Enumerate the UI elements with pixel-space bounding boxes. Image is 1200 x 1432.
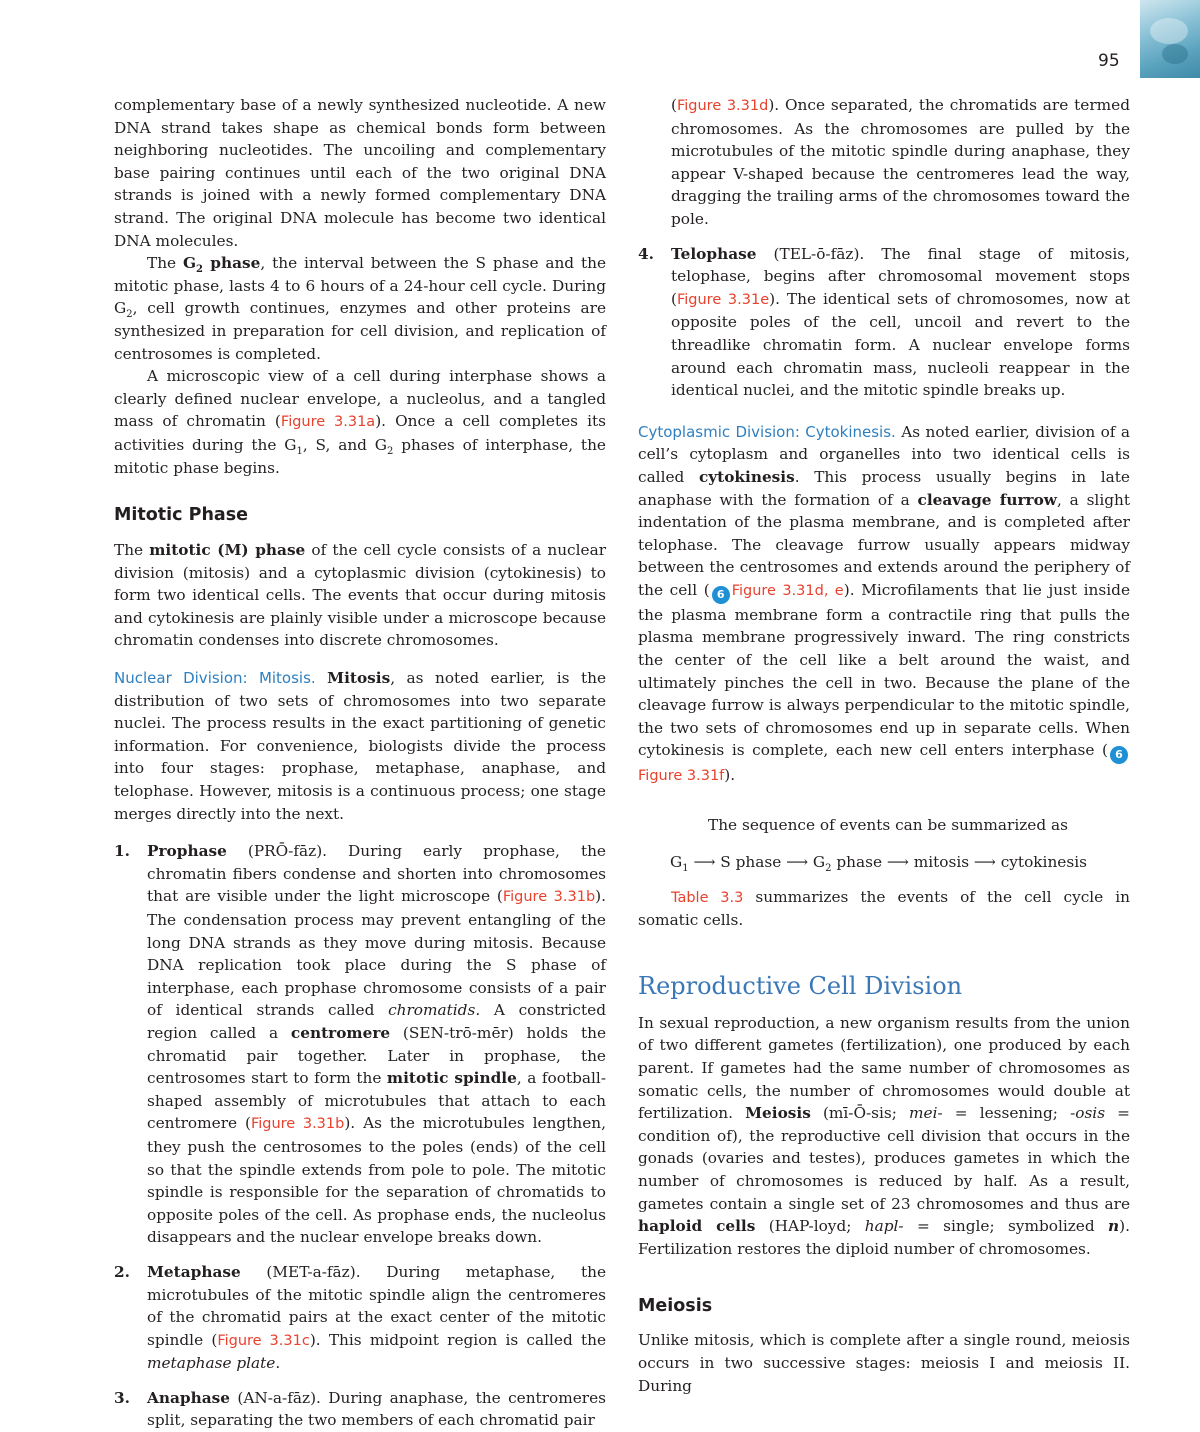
figure-reference-link[interactable]: Figure 3.31d, e (731, 582, 844, 599)
paragraph-dna-replication: complementary base of a newly synthesized nucleotide. A new DNA strand takes shape as chemical bonds form between neighboring nucleotides. The uncoiling and complementary base pairing continues until each of the two original DNA strands is joined with a newly formed complementary DNA strand. The original DNA molecule has become two identical DNA molecules. (114, 96, 606, 250)
figure-reference-link[interactable]: Figure 3.31c (217, 1332, 310, 1349)
figure-reference-link[interactable]: Figure 3.31e (676, 291, 770, 308)
subhead-nuclear-division: Nuclear Division: Mitosis. (114, 669, 316, 688)
mitosis-stages-list (114, 840, 606, 1432)
mitosis-stages-list-continued (638, 243, 1130, 402)
list-item-prophase: 1. Prophase (PRŌ-fāz). During early prophase, the chromatin fibers condense and shorten into chromosomes that are visible under the light microscope (Figure 3.31b). The condensation process may prevent entangling of the long DNA strands as they move during mitosis. Because DNA replication took place during the S phase of interphase, each prophase chromosome consists of a pair of identical strands called chromatids. A constricted region called a centromere (SEN-trō-mēr) holds the chromatid pair together. Later in prophase, the centrosomes start to form the mitotic spindle, a football-shaped assembly of microtubules that attach to each centromere (Figure 3.31b). As the microtubules lengthen, they push the centrosomes to the poles (ends) of the cell so that the spindle extends from pole to pole. The mitotic spindle is responsible for the separation of chromatids to opposite poles of the cell. As prophase ends, the nucleolus disappears and the nuclear envelope breaks down. (114, 842, 607, 1247)
right-column (638, 94, 1130, 1397)
table-reference-link[interactable]: Table 3.3 (671, 889, 744, 906)
paragraph-mitotic-phase: The mitotic (M) phase of the cell cycle consists of a nuclear division (mitosis) and a cytoplasmic division (cytokinesis) to form two identical cells. The events that occur during mitosis and cytokinesis are plainly visible under a microscope because chromatin condenses into discrete chromosomes. (114, 541, 606, 650)
figure-reference-link[interactable]: Figure 3.31f (638, 768, 725, 785)
paragraph-table-ref: Table 3.3 summarizes the events of the cell cycle in somatic cells. (638, 887, 1131, 930)
left-column (114, 94, 606, 1432)
animation-icon[interactable]: 6 (1110, 746, 1128, 764)
list-item-metaphase: 2. Metaphase (MET-a-fāz). During metaphase, the microtubules of the mitotic spindle align the centromeres of the chromatid pairs at the exact center of the mitotic spindle (Figure 3.31c). This midpoint region is called the metaphase plate. (114, 1262, 607, 1373)
cell-cycle-equation: $G_1$ ⟶ S phase ⟶ $G_2$ phase ⟶ mitosis ⟶ cytokinesis (670, 852, 1087, 874)
animation-icon[interactable]: 6 (712, 586, 730, 604)
paragraph-cytokinesis: Cytoplasmic Division: Cytokinesis. As noted earlier, division of a cell’s cytoplasm and organelles into two identical cells is called cytokinesis. This process usually begins in late anaphase with the formation of a cleavage furrow, a slight indentation of the plasma membrane, and is completed after telophase. The cleavage furrow usually appears midway between the centrosomes and extends around the periphery of the cell ( 6 Figure 3.31d, e). Microfilaments that lie just inside the plasma membrane form a contractile ring that pulls the plasma membrane progressively inward. The ring constricts the center of the cell like a belt around the waist, and ultimately pinches the cell in two. Because the plane of the cleavage furrow is always perpendicular to the mitotic spindle, the two sets of chromosomes end up in separate cells. When cytokinesis is complete, each new cell enters interphase ( 6Figure 3.31f). (638, 422, 1130, 785)
list-item-telophase: 4. Telophase (TEL-ō-fāz). The final stage of mitosis, telophase, begins after chromosomal movement stops (Figure 3.31e). The identical sets of chromosomes, now at opposite poles of the cell, uncoil and revert to the threadlike chromatin form. A nuclear envelope forms around each chromatin mass, nucleoli reappear in the identical nuclei, and the mitotic spindle breaks up. (638, 244, 1130, 400)
paragraph-meiosis: Unlike mitosis, which is complete after a single round, meiosis occurs in two successive stages: meiosis I and meiosis II. During (638, 1331, 1130, 1395)
page-number: 95 (1098, 51, 1120, 71)
figure-reference-link[interactable]: Figure 3.31a (280, 414, 376, 431)
corner-decoration-image (1140, 0, 1200, 78)
heading-meiosis: Meiosis (638, 1296, 713, 1317)
figure-reference-link[interactable]: Figure 3.31d (676, 98, 769, 114)
paragraph-g2-phase: The $G_2$ phase, the interval between the S phase and the mitotic phase, lasts 4 to 6 hours of a 24-hour cell cycle. During $G_2$, cell growth continues, enzymes and other proteins are synthesized in preparation for cell division, and replication of centrosomes is completed. (114, 254, 606, 363)
paragraph-nuclear-division: Nuclear Division: Mitosis. Mitosis, as noted earlier, is the distribution of two sets of chromosomes into two separate nuclei. The process results in the exact partitioning of genetic information. For convenience, biologists divide the process into four stages: prophase, metaphase, anaphase, and telophase. However, mitosis is a continuous process; one stage merges directly into the next. (114, 669, 607, 823)
paragraph-anaphase-continued: (Figure 3.31d). Once separated, the chromatids are termed chromosomes. As the chromosomes are pulled by the microtubules of the mitotic spindle during anaphase, they appear V-shaped because the centromeres lead the way, dragging the trailing arms of the chromosomes toward the pole. (671, 96, 1130, 228)
figure-reference-link[interactable]: Figure 3.31b (502, 889, 596, 906)
heading-mitotic-phase: Mitotic Phase (114, 505, 249, 526)
heading-reproductive-cell-division: Reproductive Cell Division (638, 971, 963, 1000)
figure-reference-link[interactable]: Figure 3.31b (250, 1116, 345, 1133)
subhead-cytokinesis: Cytoplasmic Division: Cytokinesis. (638, 422, 896, 441)
paragraph-reproductive-division: In sexual reproduction, a new organism results from the union of two different gametes (fertilization), one produced by each parent. If gametes had the same number of chromosomes as somatic cells, the number of chromosomes would double at fertilization. Meiosis (mī-Ō-sis; mei- = lessening; -osis = condition of), the reproductive cell division that occurs in the gonads (ovaries and testes), produces gametes in which the number of chromosomes is reduced by half. As a result, gametes contain a single set of 23 chromosomes and thus are haploid cells (HAP-loyd; hapl- = single; symbolized n). Fertilization restores the diploid number of chromosomes. (638, 1013, 1130, 1258)
paragraph-interphase-view: A microscopic view of a cell during interphase shows a clearly defined nuclear envelope, a nucleolus, and a tangled mass of chromatin (Figure 3.31a). Once a cell completes its activities during the $G_1$, S, and $G_2$ phases of interphase, the mitotic phase begins. (114, 367, 606, 477)
sequence-intro: The sequence of events can be summarized as (708, 816, 1068, 835)
list-item-anaphase: 3. Anaphase (AN-a-fāz). During anaphase, the centromeres split, separating the two members of each chromatid pair (114, 1388, 606, 1430)
